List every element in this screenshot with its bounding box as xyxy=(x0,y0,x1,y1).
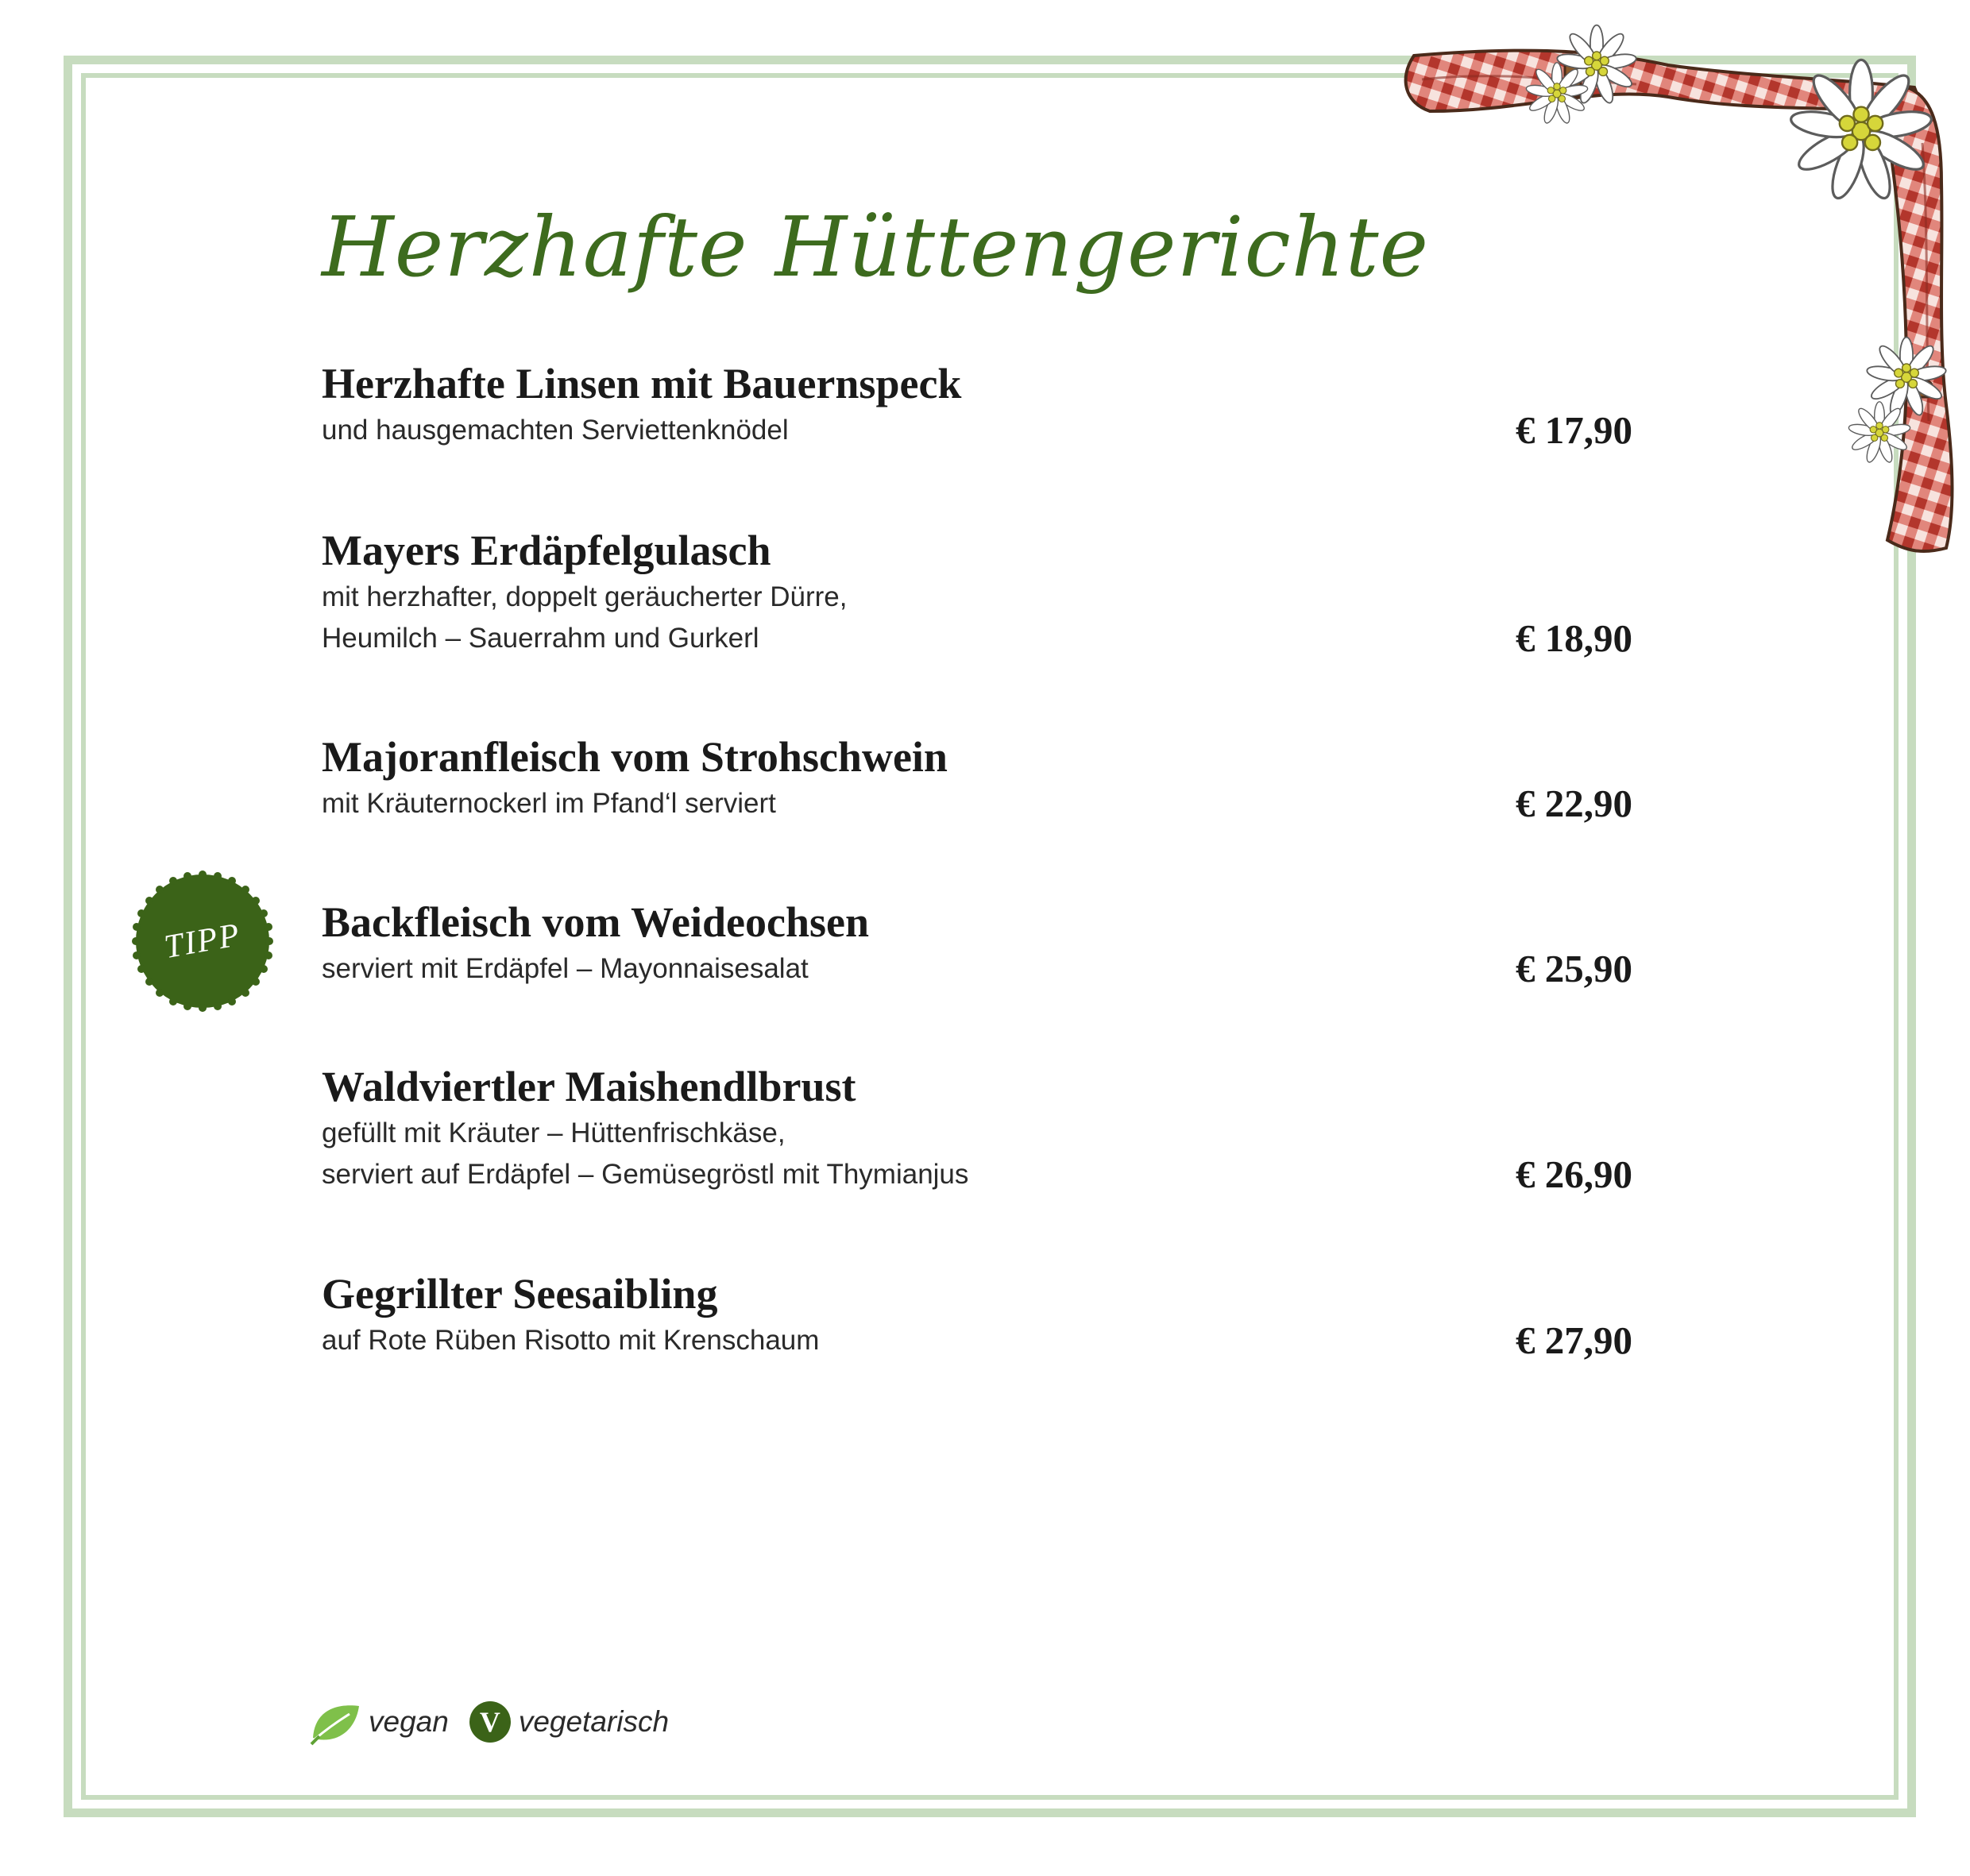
legend-vegan-label: vegan xyxy=(369,1705,449,1738)
checkered-cloth-edelweiss-icon xyxy=(1398,24,1970,572)
dish-description xyxy=(322,577,1632,659)
dish-description-line: gefüllt mit Kräuter – Hüttenfrischkäse, xyxy=(322,1117,786,1148)
dish-price: € 25,90 xyxy=(1516,947,1632,990)
dish-price: € 17,90 xyxy=(1516,408,1632,452)
dish-description-line: auf Rote Rüben Risotto mit Krenschaum xyxy=(322,1325,820,1356)
diet-legend xyxy=(310,1698,669,1746)
v-circle-icon: V xyxy=(469,1701,511,1743)
dish-price: € 22,90 xyxy=(1516,782,1632,825)
dish-name: Gegrillter Seesaibling xyxy=(322,1270,718,1318)
menu-item xyxy=(322,1062,1632,1195)
tipp-badge-label: TIPP xyxy=(161,916,244,967)
dish-price: € 27,90 xyxy=(1516,1318,1632,1362)
dish-description xyxy=(322,948,1632,990)
dish-description-line: mit Kräuternockerl im Pfand‘l serviert xyxy=(322,788,776,819)
dish-price: € 26,90 xyxy=(1516,1152,1632,1196)
menu-item xyxy=(322,897,1632,990)
dish-description-line: serviert auf Erdäpfel – Gemüsegröstl mit Thymianjus xyxy=(322,1159,969,1190)
dish-description-line: und hausgemachten Serviettenknödel xyxy=(322,415,789,446)
leaf-icon xyxy=(310,1698,362,1746)
dish-name: Mayers Erdäpfelgulasch xyxy=(322,527,771,574)
dish-name: Backfleisch vom Weideochsen xyxy=(322,898,870,946)
menu-item xyxy=(322,1269,1632,1361)
menu-item xyxy=(322,732,1632,824)
dish-name: Majoranfleisch vom Strohschwein xyxy=(322,733,948,781)
dish-description xyxy=(322,783,1632,824)
tipp-badge xyxy=(131,870,274,1013)
dish-description xyxy=(322,1320,1632,1361)
dish-description-line: mit herzhafter, doppelt geräucherter Dürre, xyxy=(322,581,848,612)
dish-name: Herzhafte Linsen mit Bauernspeck xyxy=(322,360,962,407)
dish-price: € 18,90 xyxy=(1516,616,1632,660)
dish-description-line: Heumilch – Sauerrahm und Gurkerl xyxy=(322,623,759,654)
legend-vegetarian-label: vegetarisch xyxy=(518,1705,670,1738)
page-title: Herzhafte Hüttengerichte xyxy=(322,199,1430,295)
dish-name: Waldviertler Maishendlbrust xyxy=(322,1063,856,1110)
dish-description-line: serviert mit Erdäpfel – Mayonnaisesalat xyxy=(322,953,809,984)
dish-description xyxy=(322,1113,1632,1195)
